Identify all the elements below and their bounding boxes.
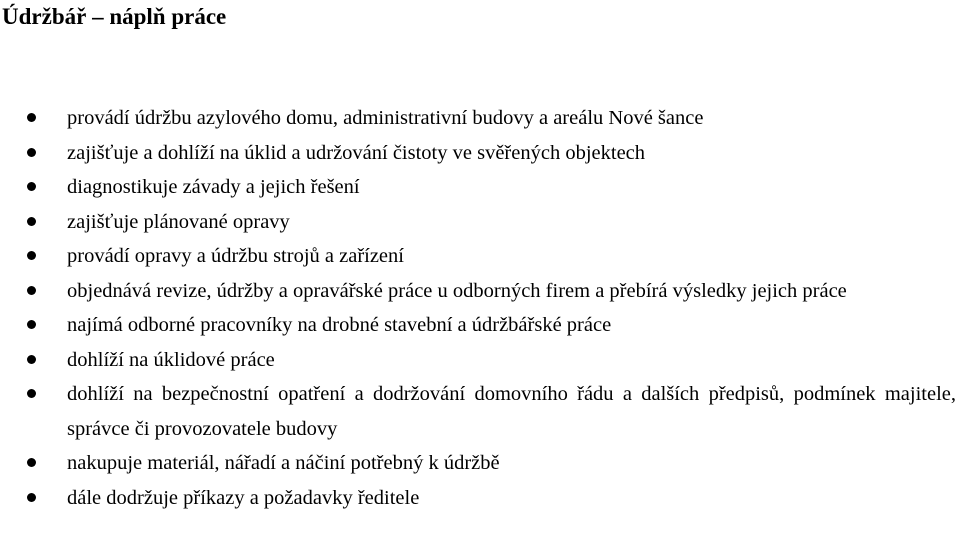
duty-text: provádí údržbu azylového domu, administrativní budovy a areálu Nové šance — [67, 107, 704, 129]
bullet-icon — [27, 493, 36, 502]
list-item — [0, 377, 960, 446]
list-item — [0, 205, 960, 240]
list-item — [0, 239, 960, 274]
bullet-icon — [27, 217, 36, 226]
duty-list — [0, 101, 960, 515]
list-item — [0, 308, 960, 343]
list-item — [0, 481, 960, 516]
duty-text: dohlíží na bezpečnostní opatření a dodržování domovního řádu a dalších předpisů, podmínek majitele, správce či provozovatele budovy — [67, 383, 956, 440]
duty-text: provádí opravy a údržbu strojů a zařízení — [67, 245, 404, 267]
bullet-icon — [27, 182, 36, 191]
bullet-icon — [27, 113, 36, 122]
duty-text: zajišťuje plánované opravy — [67, 210, 290, 233]
bullet-icon — [27, 355, 36, 364]
bullet-icon — [27, 148, 36, 157]
list-item — [0, 101, 960, 136]
bullet-icon — [27, 251, 36, 260]
bullet-icon — [27, 286, 36, 295]
duty-text: zajišťuje a dohlíží na úklid a udržování čistoty ve svěřených objektech — [67, 141, 646, 164]
list-item — [0, 170, 960, 205]
bullet-icon — [27, 389, 36, 398]
bullet-icon — [27, 320, 36, 329]
duty-text: nakupuje materiál, nářadí a náčiní potřebný k údržbě — [67, 452, 500, 474]
duty-text: dohlíží na úklidové práce — [67, 348, 275, 371]
duty-text: objednává revize, údržby a opravářské práce u odborných firem a přebírá výsledky jejich práce — [67, 279, 847, 302]
duty-text: diagnostikuje závady a jejich řešení — [67, 176, 360, 198]
page-title: Údržbář – náplň práce — [2, 4, 227, 29]
list-item — [0, 136, 960, 171]
duty-text: dále dodržuje příkazy a požadavky ředitele — [67, 486, 420, 509]
bullet-icon — [27, 458, 36, 467]
duty-text: najímá odborné pracovníky na drobné stavební a údržbářské práce — [67, 314, 612, 336]
list-item — [0, 343, 960, 378]
list-item — [0, 274, 960, 309]
list-item — [0, 446, 960, 481]
